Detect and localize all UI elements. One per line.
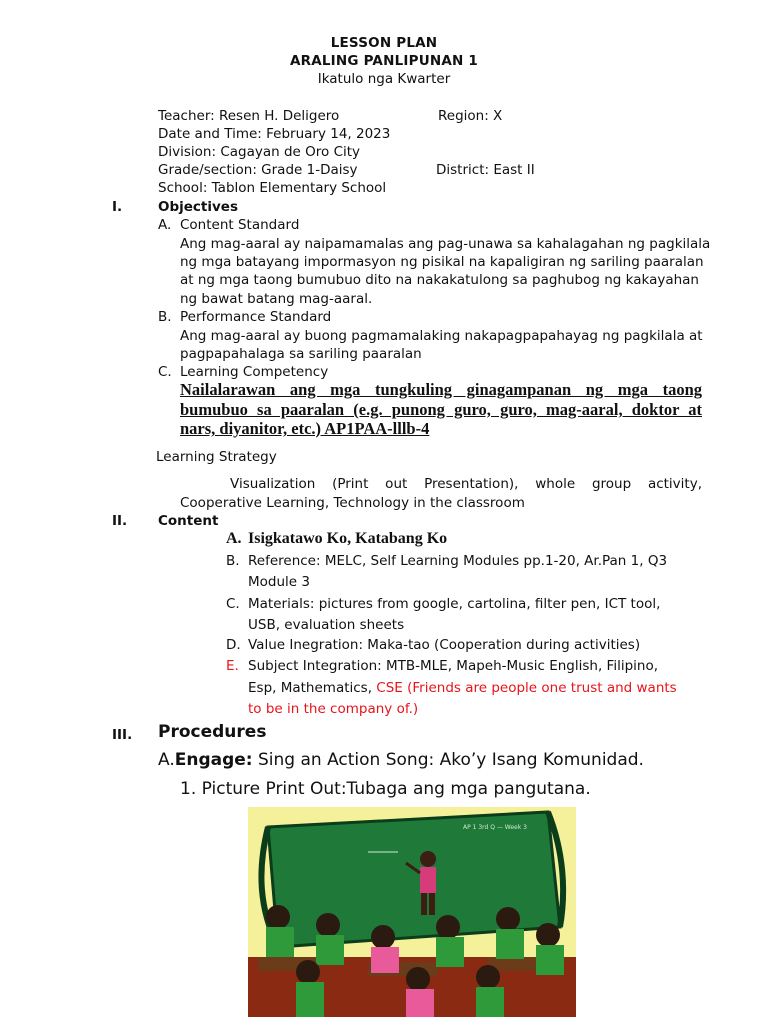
performance-standard-text-1: Ang mag-aaral ay buong pagmamalaking nakapagpapahayag ng pagkilala at [180, 328, 703, 344]
engage-line [158, 750, 644, 770]
objectives-heading: Objectives [158, 199, 238, 215]
performance-standard-label: B. [158, 309, 172, 325]
content-a-label: A. [226, 530, 242, 547]
content-standard-title: Content Standard [180, 217, 300, 233]
learning-strategy-text-1: Visualization (Print out Presentation), whole group activity, [230, 476, 702, 492]
content-standard-text-3: at ng mga taong bumubuo dito na nakakatulong sa paghubog ng kakayahan [180, 272, 699, 288]
learning-competency-text-2: bumubuo sa paaralan (e.g. punong guro, guro, mag-aaral, doktor at [180, 400, 702, 419]
content-standard-text-1: Ang mag-aaral ay naipamamalas ang pag-unawa sa kahalagahan ng pagkilala [180, 236, 711, 252]
teacher-line: Teacher: Resen H. Deligero [158, 108, 340, 124]
region-line: Region: X [438, 108, 503, 124]
content-standard-text-4: ng bawat batang mag-aaral. [180, 291, 373, 307]
subject-integration-line-2 [248, 680, 677, 696]
procedures-number: III. [112, 727, 133, 743]
doc-title: LESSON PLAN [330, 35, 438, 51]
engage-text: Sing an Action Song: Ako’y Isang Komunidad. [252, 750, 644, 770]
performance-standard-text-2: pagpapahalaga sa sariling paaralan [180, 346, 422, 362]
content-d-label: D. [226, 637, 241, 653]
objectives-number: I. [112, 199, 123, 215]
materials-line-2: USB, evaluation sheets [248, 617, 405, 633]
procedures-heading: Procedures [158, 722, 267, 742]
district-line: District: East II [436, 162, 535, 178]
reference-line-2: Module 3 [248, 574, 310, 590]
content-standard-label: A. [158, 217, 172, 233]
materials-line-1: Materials: pictures from google, cartolina, filter pen, ICT tool, [248, 596, 661, 612]
learning-strategy-text-2: Cooperative Learning, Technology in the classroom [180, 495, 525, 511]
picture-print-out-line: 1. Picture Print Out:Tubaga ang mga pangutana. [180, 779, 591, 799]
reference-line-1: Reference: MELC, Self Learning Modules pp.1-20, Ar.Pan 1, Q3 [248, 553, 668, 569]
classroom-illustration [248, 807, 576, 1017]
content-e-label: E. [226, 658, 239, 674]
subject-integration-line-3: to be in the company of.) [248, 701, 419, 717]
cse-text: CSE (Friends are people one trust and wants [376, 680, 677, 696]
learning-competency-title: Learning Competency [180, 364, 329, 380]
doc-subject: ARALING PANLIPUNAN 1 [289, 53, 479, 69]
board-caption: AP 1 3rd Q — Week 3 [463, 824, 527, 831]
division-line: Division: Cagayan de Oro City [158, 144, 361, 160]
school-line: School: Tablon Elementary School [158, 180, 387, 196]
doc-quarter: Ikatulo nga Kwarter [317, 71, 451, 87]
grade-line: Grade/section: Grade 1-Daisy [158, 162, 358, 178]
content-b-label: B. [226, 553, 240, 569]
performance-standard-title: Performance Standard [180, 309, 332, 325]
content-number: II. [112, 513, 128, 529]
subject-integration-line-2a: Esp, Mathematics, [248, 680, 377, 696]
content-heading: Content [158, 513, 219, 529]
engage-label: A. [158, 750, 175, 770]
subject-integration-line-1: Subject Integration: MTB-MLE, Mapeh-Music English, Filipino, [248, 658, 659, 674]
learning-competency-text-1: Nailalarawan ang mga tungkuling ginagampanan ng mga taong [180, 380, 702, 399]
learning-competency-label: C. [158, 364, 172, 380]
learning-strategy-title: Learning Strategy [156, 449, 277, 465]
content-c-label: C. [226, 596, 240, 612]
date-line: Date and Time: February 14, 2023 [158, 126, 391, 142]
engage-bold: Engage: [174, 750, 253, 770]
classroom-image [248, 807, 576, 1017]
learning-competency-text-3: nars, diyanitor, etc.) AP1PAA-lllb-4 [180, 419, 430, 438]
value-integration: Value Inegration: Maka-tao (Cooperation during activities) [248, 637, 641, 653]
content-topic: Isigkatawo Ko, Katabang Ko [248, 530, 448, 547]
content-standard-text-2: ng mga batayang impormasyon ng pisikal na kapaligiran ng sariling paaralan [180, 254, 704, 270]
